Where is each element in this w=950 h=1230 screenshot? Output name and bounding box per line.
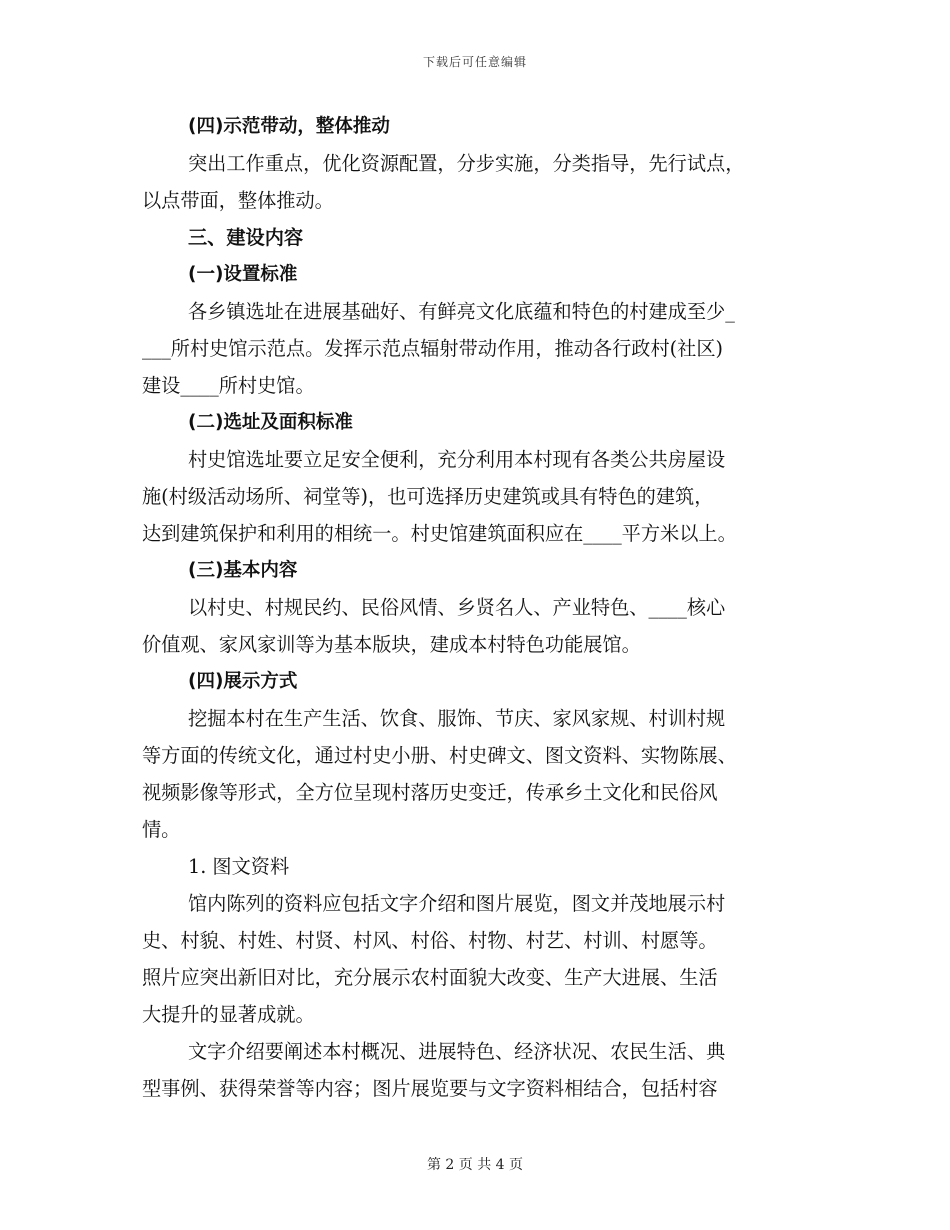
paragraph-line: 等方面的传统文化，通过村史小册、村史碑文、图文资料、实物陈展、	[142, 744, 737, 767]
subsection-heading: 1. 图文资料	[188, 855, 290, 878]
paragraph-line: 施(村级活动场所、祠堂等)，也可选择历史建筑或具有特色的建筑，	[142, 485, 714, 508]
paragraph-line: 以点带面，整体推动。	[142, 189, 334, 212]
paragraph-line: 以村史、村规民约、民俗风情、乡贤名人、产业特色、____核心	[188, 596, 726, 619]
paragraph-line: 情。	[142, 818, 181, 841]
paragraph-line: 馆内陈列的资料应包括文字介绍和图片展览，图文并茂地展示村	[188, 892, 726, 915]
section-heading: (一)设置标准	[188, 264, 298, 285]
paragraph-line: 突出工作重点，优化资源配置，分步实施，分类指导，先行试点，	[188, 152, 745, 175]
paragraph-line: 大提升的显著成就。	[142, 1003, 315, 1026]
section-heading: (二)选址及面积标准	[188, 412, 353, 433]
page-header: 下载后可任意编辑	[422, 55, 527, 69]
paragraph-line: ___所村史馆示范点。发挥示范点辐射带动作用，推动各行政村(社区)	[142, 337, 724, 360]
paragraph-line: 型事例、获得荣誉等内容；图片展览要与文字资料相结合，包括村容	[142, 1077, 718, 1100]
paragraph-line: 文字介绍要阐述本村概况、进展特色、经济状况、农民生活、典	[188, 1040, 726, 1063]
paragraph-line: 建设____所村史馆。	[142, 374, 315, 397]
section-heading: (四)展示方式	[188, 671, 298, 692]
paragraph-line: 视频影像等形式，全方位呈现村落历史变迁，传承乡土文化和民俗风	[142, 781, 718, 804]
section-heading: (三)基本内容	[188, 560, 298, 581]
paragraph-line: 挖掘本村在生产生活、饮食、服饰、节庆、家风家规、村训村规	[188, 707, 726, 730]
paragraph-line: 村史馆选址要立足安全便利，充分利用本村现有各类公共房屋设	[188, 448, 726, 471]
section-heading: (四)示范带动，整体推动	[188, 116, 390, 137]
paragraph-line: 各乡镇选址在进展基础好、有鲜亮文化底蕴和特色的村建成至少_	[188, 300, 735, 323]
page-footer: 第 2 页 共 4 页	[426, 1157, 524, 1173]
section-heading: 三、建设内容	[188, 226, 304, 249]
paragraph-line: 史、村貌、村姓、村贤、村风、村俗、村物、村艺、村训、村愿等。	[142, 929, 718, 952]
document-body	[142, 108, 810, 1107]
paragraph-line: 价值观、家风家训等为基本版块，建成本村特色功能展馆。	[142, 633, 641, 656]
paragraph-line: 照片应突出新旧对比，充分展示农村面貌大改变、生产大进展、生活	[142, 966, 718, 989]
paragraph-line: 达到建筑保护和利用的相统一。村史馆建筑面积应在____平方米以上。	[142, 522, 737, 545]
